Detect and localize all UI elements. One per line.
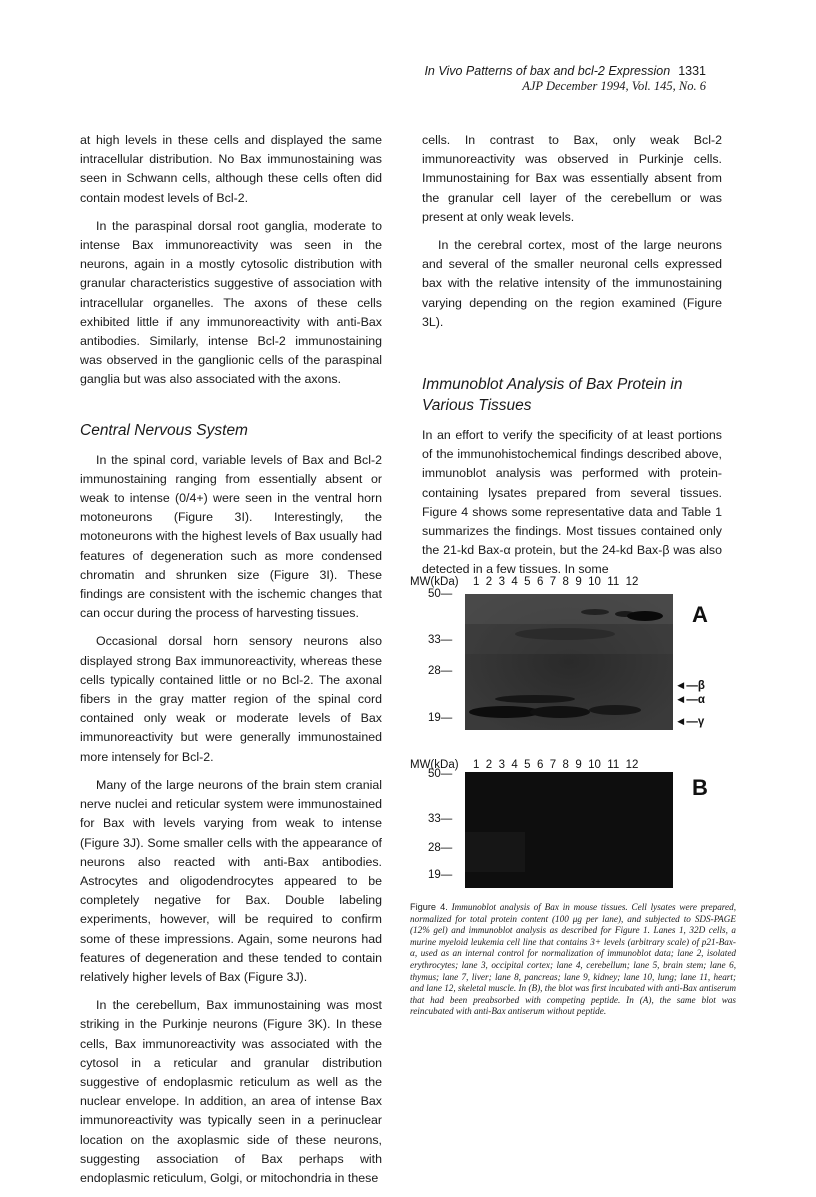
- caption-text: Immunoblot analysis of Bax in mouse tissues. Cell lysates were prepared, normalized for total protein content (100 μg per lane), and subjected to SDS-PAGE (12% gel) and immunoblot analysis as described for Figure 1. Lanes 1, 32D cells, a murine myeloid leukemia cell line that contains 3+ levels (arbitrary scale) of p21-Bax-α, used as an internal control for normalization of immunoblot data; lane 2, isolated erythrocytes; lane 3, occipital cortex; lane 4, cerebellum; lane 5, brain stem; lane 6, thymus; lane 7, liver; lane 8, pancreas; lane 9, kidney; lane 10, lung; lane 11, heart; and lane 12, skeletal muscle. In (B), the blot was first incubated with anti-Bax antiserum that had been preabsorbed with competing peptide. In (A), the same blot was reincubated with anti-Bax antiserum without peptide.: [410, 902, 737, 1017]
- section-heading-cns: Central Nervous System: [80, 421, 248, 439]
- panel-label-b: B: [692, 775, 708, 800]
- paragraph: In the spinal cord, variable levels of Bax and Bcl-2 immunostaining ranging from essentially absent or weak to intense (0/4+) were seen in the ventral horn motoneurons (Figure 3I). Interestingly, the motoneurons with the highest levels of Bax usually had features of degeneration such as more condensed chromatin and shrunken size (Figure 3I). These findings are consistent with the ischemic changes that can occur during the process of harvesting tissues.: [80, 452, 382, 621]
- marker-19-b: 19—: [428, 869, 453, 881]
- section-heading-immunoblot: Immunoblot Analysis of Bax Protein in Various Tissues: [422, 376, 683, 415]
- lane-numbers-a: 1 2 3 4 5 6 7 8 9 10 11 12: [473, 576, 639, 588]
- paragraph: at high levels in these cells and displayed the same intracellular distribution. No Bax immunostaining was seen in Schwann cells, although these cells often did contain modest levels of Bcl-2.: [80, 133, 382, 205]
- panel-label-a: A: [692, 602, 708, 627]
- paragraph: In the paraspinal dorsal root ganglia, moderate to intense Bax immunoreactivity was seen in the neurons, again in a mostly cytosolic distribution with granular characteristics suggestive of association with intracellular organelles. The axons of these cells exhibited little if any immunoreactivity with anti-Bax antibodies. Similarly, intense Bcl-2 immunostaining was observed in the ganglionic cells of the paraspinal ganglia but was also associated with the axons.: [80, 218, 382, 387]
- paragraph: In the cerebral cortex, most of the large neurons and several of the smaller neuronal cells expressed bax with the relative intensity of the immunostaining varying depending on the region examined (Figure 3L).: [422, 238, 722, 329]
- running-title: In Vivo Patterns of bax and bcl-2 Expression: [424, 64, 671, 78]
- left-column: [80, 131, 382, 1197]
- paragraph: In an effort to verify the specificity of at least portions of the immunohistochemical findings described above, immunoblot analysis was performed with protein-containing lysates prepared from several tissues. Figure 4 shows some representative data and Table 1 summarizes the findings. Most tissues contained only the 21-kd Bax-α protein, but the 24-kd Bax-β was also detected in a few tissues. In some: [422, 428, 722, 577]
- paragraph: Occasional dorsal horn sensory neurons also displayed strong Bax immunoreactivity, whereas these cells typically contained little or no Bcl-2. The axonal fibers in the gray matter region of the spinal cord contained only weak or moderate levels of Bax immunoreactivity but were generally immunostained more intensely for Bcl-2.: [80, 634, 382, 764]
- caption-label: Figure 4.: [410, 902, 448, 912]
- marker-33-a: 33—: [428, 634, 453, 646]
- paragraph: In the cerebellum, Bax immunostaining was most striking in the Purkinje neurons (Figure 3K). In these cells, Bax immunoreactivity was associated with the cytosol in a reticular and granular distribution suggestive of endoplasmic reticulum as well as the nuclear envelope. In addition, an area of intense Bax immunoreactivity was typically seen in a perinuclear location on the axoplasmic side of these neurons, suggesting association of Bax perhaps with endoplasmic reticulum, Golgi, or mitochondria in these: [80, 998, 382, 1185]
- running-header: [424, 64, 706, 94]
- page-number: 1331: [678, 64, 706, 78]
- figure-caption: [410, 902, 736, 1018]
- marker-33-b: 33—: [428, 813, 453, 825]
- lane-numbers-b: 1 2 3 4 5 6 7 8 9 10 11 12: [473, 759, 639, 771]
- marker-19-a: 19—: [428, 712, 453, 724]
- journal-citation: AJP December 1994, Vol. 145, No. 6: [522, 79, 706, 93]
- marker-50-b: 50—: [428, 768, 453, 780]
- arrow-alpha: ◄—α: [675, 694, 705, 706]
- paragraph: cells. In contrast to Bax, only weak Bcl-2 immunoreactivity was observed in Purkinje cells. Immunostaining for Bax was essentially absent from the granular cell layer of the cerebellum or was present at only weak levels.: [422, 133, 722, 224]
- mw-header-a: MW(kDa): [410, 576, 459, 588]
- blot-image-a: [465, 594, 673, 730]
- mw-header-b: MW(kDa): [410, 759, 459, 771]
- arrow-beta: ◄—β: [675, 680, 705, 692]
- blot-image-b: [465, 772, 673, 888]
- arrow-gamma: ◄—γ: [675, 716, 705, 728]
- marker-28-a: 28—: [428, 665, 453, 677]
- marker-50-a: 50—: [428, 588, 453, 600]
- marker-28-b: 28—: [428, 842, 453, 854]
- right-column: [422, 131, 722, 589]
- paragraph: Many of the large neurons of the brain stem cranial nerve nuclei and reticular system were immunostained for Bax with levels varying from weak to intense (Figure 3J). Some smaller cells with the appearance of neurons also reacted with anti-Bax antibodies. Astrocytes and oligodendrocytes appeared to be completely negative for Bax. Double labeling experiments, however, will be required to confirm some of these impressions. Again, some neurons had features of degeneration and these tended to contain relatively higher levels of Bax (Figure 3J).: [80, 777, 382, 984]
